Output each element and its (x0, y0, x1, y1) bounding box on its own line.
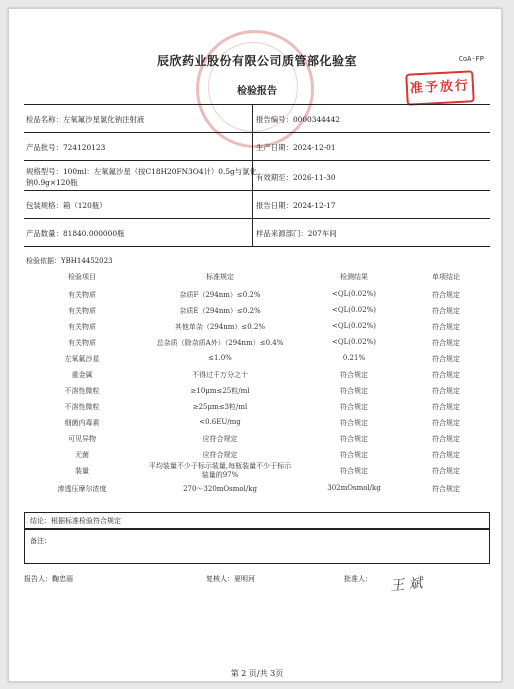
table-cell: 符合规定 (340, 387, 368, 395)
table-cell: 总杂质（除杂质A外）（294nm）≤0.4% (156, 339, 284, 347)
table-header-cell: 标准规定 (206, 273, 234, 281)
table-cell: 符合规定 (432, 485, 460, 493)
table-cell: <QL(0.02%) (332, 338, 376, 346)
table-cell: 渗透压摩尔浓度 (57, 485, 107, 493)
table-header-cell: 检测结果 (340, 273, 368, 281)
table-cell: 符合规定 (432, 435, 460, 443)
table-cell: ≥25μm≤3粒/ml (192, 403, 248, 411)
conclusion-text: 结论：根据标准检验符合规定 (30, 517, 121, 525)
table-cell: 可见异物 (68, 435, 96, 443)
page-footer: 第 2 页/共 3页 (230, 669, 284, 678)
product-quantity: 产品数量：81840.000000瓶 (26, 229, 125, 238)
table-cell: ≥10μm≤25粒/ml (190, 387, 250, 395)
reporter: 报告人：鞠忠丽 (24, 575, 73, 583)
table-cell: 符合规定 (432, 323, 460, 331)
table-cell: 符合规定 (432, 339, 460, 347)
info-rule (24, 218, 490, 219)
spec-line-1: 规格型号：100ml：左氧氟沙星（按C18H20FN3O4计）0.5g与氯化 (26, 167, 257, 176)
reviewer: 复核人：夏明河 (206, 575, 255, 583)
approver-signature: 王 斌 (389, 575, 424, 595)
table-cell: 有关物质 (68, 307, 96, 315)
table-cell: 杂质E（294nm）≤0.2% (179, 307, 261, 315)
test-basis: 检验依据：YBH14452023 (26, 257, 113, 265)
table-cell: 有关物质 (68, 339, 96, 347)
table-header-cell: 单项结论 (432, 273, 460, 281)
table-cell: 有关物质 (68, 291, 96, 299)
table-cell: <QL(0.02%) (332, 290, 376, 298)
table-cell: 装量 (75, 467, 89, 475)
sample-source: 样品来源部门：207车间 (256, 229, 337, 238)
remarks-label: 备注： (30, 537, 51, 545)
production-date: 生产日期：2024-12-01 (256, 143, 336, 152)
info-bottom-rule (24, 246, 490, 247)
table-cell: 符合规定 (340, 451, 368, 459)
remarks-box (24, 528, 490, 564)
batch-number: 产品批号：724120123 (26, 143, 106, 152)
info-rule (24, 132, 490, 133)
table-cell: 装量的97% (201, 471, 239, 479)
expiry-date: 有效期至：2026-11-30 (256, 173, 336, 182)
approval-stamp: 准予放行 (405, 70, 475, 106)
table-cell: <QL(0.02%) (332, 306, 376, 314)
table-cell: 符合规定 (432, 403, 460, 411)
table-cell: 符合规定 (432, 371, 460, 379)
table-cell: 符合规定 (340, 371, 368, 379)
form-code: CoA-FP (458, 55, 484, 63)
spec-line-2: 钠0.9g×120瓶 (26, 178, 78, 187)
table-cell: 符合规定 (432, 451, 460, 459)
table-cell: 细菌内毒素 (64, 419, 100, 427)
table-cell: 重金属 (71, 371, 93, 379)
table-cell: 符合规定 (340, 403, 368, 411)
table-cell: 270～320mOsmol/kg (183, 485, 257, 493)
table-cell: 符合规定 (432, 467, 460, 475)
report-title: 检验报告 (237, 86, 277, 97)
table-cell: 不得过千万分之十 (192, 371, 248, 379)
approver-label: 批准人： (344, 575, 372, 583)
product-name: 检品名称：左氧氟沙星氯化钠注射液 (26, 115, 145, 124)
table-cell: 平均装量不少于标示装量,每瓶装量不少于标示 (148, 462, 292, 470)
table-cell: 符合规定 (340, 419, 368, 427)
report-number: 报告编号：0000344442 (256, 115, 340, 124)
report-date: 报告日期：2024-12-17 (256, 201, 336, 210)
table-cell: ≤1.0% (208, 354, 232, 362)
company-title: 辰欣药业股份有限公司质管部化验室 (156, 54, 357, 68)
table-cell: 有关物质 (68, 323, 96, 331)
table-cell: <0.6EU/mg (199, 418, 241, 426)
table-cell: 符合规定 (432, 291, 460, 299)
table-cell: 符合规定 (432, 419, 460, 427)
table-cell: 其他单杂（294nm）≤0.2% (174, 323, 266, 331)
table-cell: 左氧氟沙星 (64, 355, 100, 363)
table-cell: 不溶性微粒 (64, 387, 100, 395)
table-cell: 符合规定 (340, 435, 368, 443)
table-cell: 符合规定 (432, 387, 460, 395)
info-rule (24, 160, 490, 161)
table-cell: 符合规定 (340, 467, 368, 475)
table-cell: <QL(0.02%) (332, 322, 376, 330)
table-cell: 应符合规定 (202, 435, 238, 443)
table-cell: 符合规定 (432, 307, 460, 315)
info-top-rule (24, 104, 490, 105)
info-rule (24, 190, 490, 191)
package-spec: 包装规格：箱（120瓶） (26, 201, 107, 210)
table-cell: 无菌 (75, 451, 89, 459)
table-cell: 杂质F（294nm）≤0.2% (179, 291, 261, 299)
table-cell: 应符合规定 (202, 451, 238, 459)
table-cell: 符合规定 (432, 355, 460, 363)
table-header-cell: 检验项目 (68, 273, 96, 281)
table-cell: 0.21% (342, 354, 366, 362)
table-cell: 不溶性微粒 (64, 403, 100, 411)
table-cell: 302mOsmol/kg (327, 484, 381, 492)
